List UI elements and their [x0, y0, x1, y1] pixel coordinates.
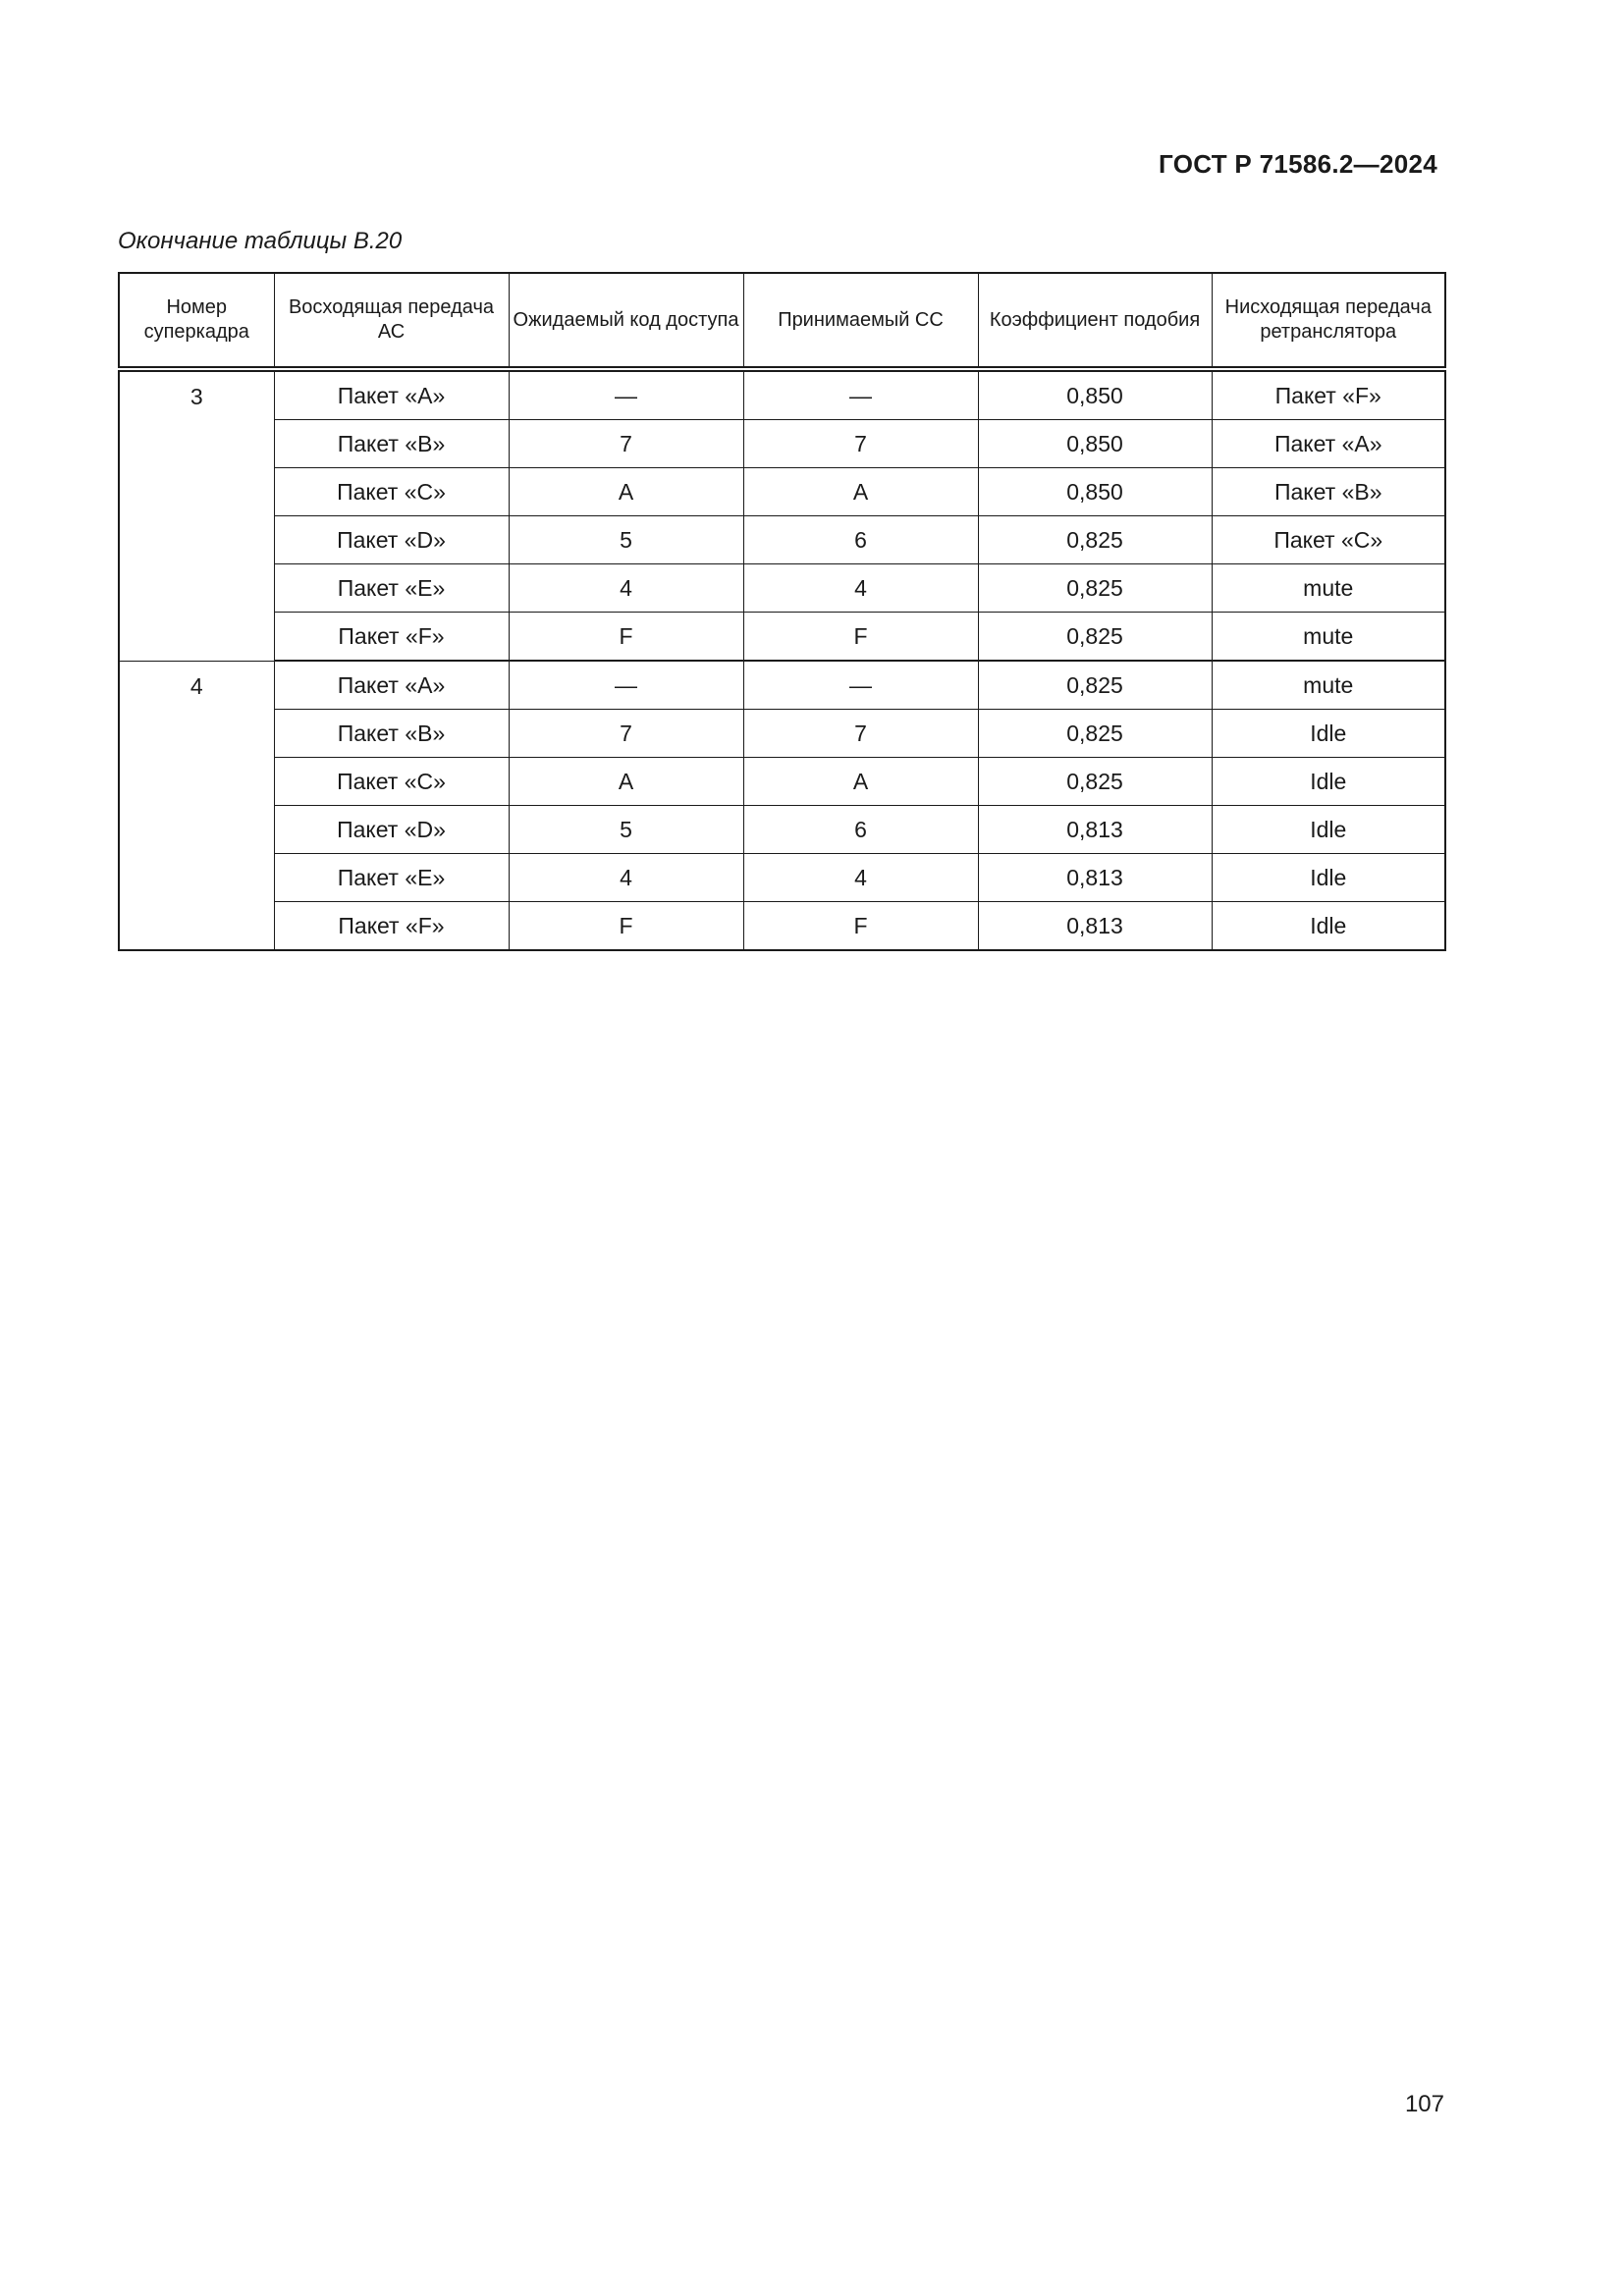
cell-downlink: Пакет «F»	[1212, 369, 1445, 420]
cell-similarity: 0,825	[978, 758, 1212, 806]
cell-expected-code: 4	[509, 854, 743, 902]
cell-expected-code: 7	[509, 710, 743, 758]
cell-downlink: Idle	[1212, 902, 1445, 951]
cell-similarity: 0,813	[978, 902, 1212, 951]
cell-uplink: Пакет «D»	[274, 516, 509, 564]
cell-received-cc: 4	[743, 854, 978, 902]
table-row	[119, 661, 1445, 710]
cell-downlink: mute	[1212, 613, 1445, 662]
cell-expected-code: 4	[509, 564, 743, 613]
table-row	[119, 564, 1445, 613]
cell-uplink: Пакет «С»	[274, 758, 509, 806]
col-header-uplink: Восходящая передача АС	[274, 273, 509, 369]
cell-downlink: Idle	[1212, 758, 1445, 806]
cell-uplink: Пакет «В»	[274, 710, 509, 758]
cell-uplink: Пакет «С»	[274, 468, 509, 516]
cell-expected-code: F	[509, 902, 743, 951]
cell-similarity: 0,825	[978, 710, 1212, 758]
cell-expected-code: —	[509, 369, 743, 420]
col-header-received-cc: Принимаемый СС	[743, 273, 978, 369]
table-row	[119, 854, 1445, 902]
cell-uplink: Пакет «А»	[274, 661, 509, 710]
cell-received-cc: F	[743, 613, 978, 662]
table-body	[119, 369, 1445, 950]
cell-uplink: Пакет «F»	[274, 902, 509, 951]
cell-expected-code: 7	[509, 420, 743, 468]
cell-expected-code: —	[509, 661, 743, 710]
table-row	[119, 710, 1445, 758]
table-row	[119, 369, 1445, 420]
cell-similarity: 0,813	[978, 806, 1212, 854]
document-code: ГОСТ Р 71586.2—2024	[1159, 149, 1437, 179]
cell-uplink: Пакет «Е»	[274, 854, 509, 902]
cell-received-cc: —	[743, 661, 978, 710]
cell-downlink: Idle	[1212, 854, 1445, 902]
cell-similarity: 0,825	[978, 564, 1212, 613]
cell-expected-code: 5	[509, 516, 743, 564]
cell-uplink: Пакет «F»	[274, 613, 509, 662]
cell-received-cc: 7	[743, 710, 978, 758]
cell-similarity: 0,850	[978, 369, 1212, 420]
table-row	[119, 516, 1445, 564]
cell-downlink: Пакет «А»	[1212, 420, 1445, 468]
table-row	[119, 806, 1445, 854]
cell-received-cc: 6	[743, 806, 978, 854]
cell-downlink: Пакет «В»	[1212, 468, 1445, 516]
cell-received-cc: А	[743, 468, 978, 516]
cell-similarity: 0,850	[978, 468, 1212, 516]
superframe-cell: 3	[119, 369, 274, 661]
cell-downlink: mute	[1212, 661, 1445, 710]
cell-downlink: mute	[1212, 564, 1445, 613]
cell-expected-code: 5	[509, 806, 743, 854]
table-row	[119, 758, 1445, 806]
cell-similarity: 0,850	[978, 420, 1212, 468]
col-header-superframe: Номер суперкадра	[119, 273, 274, 369]
superframe-cell: 4	[119, 661, 274, 950]
col-header-expected-code: Ожидаемый код доступа	[509, 273, 743, 369]
cell-uplink: Пакет «В»	[274, 420, 509, 468]
table-row	[119, 902, 1445, 951]
col-header-downlink: Нисходящая передача ретранслятора	[1212, 273, 1445, 369]
data-table	[118, 272, 1446, 951]
cell-similarity: 0,825	[978, 613, 1212, 662]
header-row	[119, 273, 1445, 369]
cell-received-cc: 4	[743, 564, 978, 613]
cell-expected-code: А	[509, 468, 743, 516]
table-row	[119, 613, 1445, 662]
table-caption: Окончание таблицы В.20	[118, 228, 403, 254]
cell-similarity: 0,825	[978, 516, 1212, 564]
cell-uplink: Пакет «Е»	[274, 564, 509, 613]
cell-downlink: Idle	[1212, 806, 1445, 854]
col-header-similarity: Коэффициент подобия	[978, 273, 1212, 369]
page-number: 107	[1404, 2091, 1444, 2117]
cell-downlink: Пакет «С»	[1212, 516, 1445, 564]
cell-received-cc: —	[743, 369, 978, 420]
table-row	[119, 468, 1445, 516]
cell-expected-code: F	[509, 613, 743, 662]
cell-similarity: 0,825	[978, 661, 1212, 710]
cell-expected-code: А	[509, 758, 743, 806]
table-header	[119, 273, 1445, 369]
table-row	[119, 420, 1445, 468]
cell-downlink: Idle	[1212, 710, 1445, 758]
cell-uplink: Пакет «D»	[274, 806, 509, 854]
cell-received-cc: А	[743, 758, 978, 806]
cell-received-cc: F	[743, 902, 978, 951]
cell-uplink: Пакет «А»	[274, 369, 509, 420]
cell-received-cc: 6	[743, 516, 978, 564]
cell-similarity: 0,813	[978, 854, 1212, 902]
cell-received-cc: 7	[743, 420, 978, 468]
